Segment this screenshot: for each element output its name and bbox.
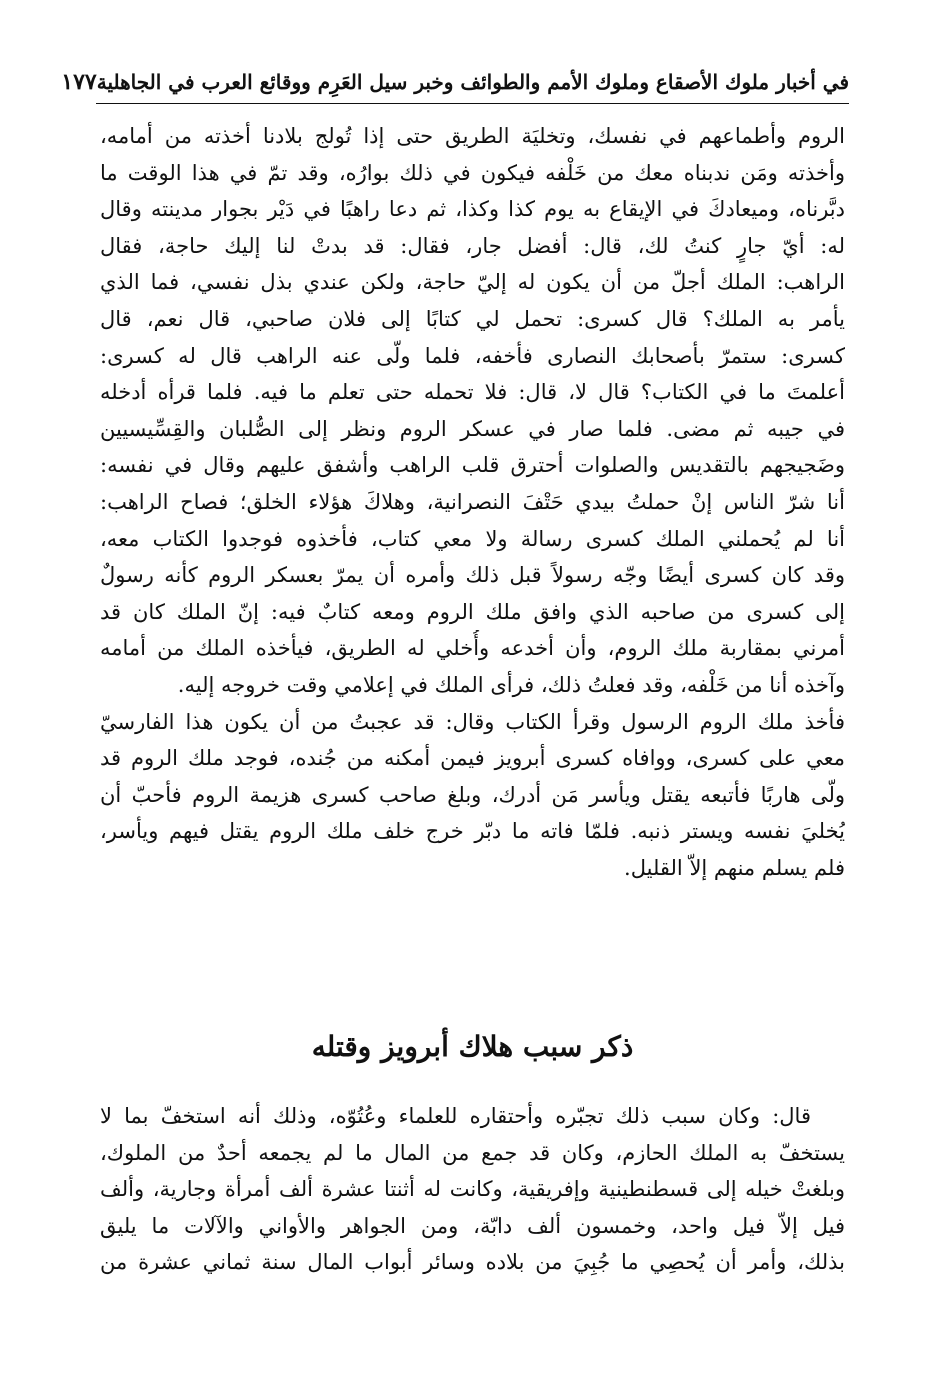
text-line: فأخذ ملك الروم الرسول وقرأ الكتاب وقال: قد عجبتُ من أن يكون هذا الفارسيّ <box>100 709 845 734</box>
text-line: قال: وكان سبب ذلك تجبّره وأحتقاره للعلماء وعُتُوّه، وذلك أنه استخفّ بما لا <box>100 1104 811 1128</box>
text-line: في جيبه ثم مضى. فلما صار في عسكر الروم ونظر إلى الصُّلبان والقِسِّيسيين <box>100 416 845 441</box>
text-line: وبلغتْ خيله إلى قسطنطينية وإفريقية، وكانت له أثنتا عشرة ألف أمرأة وجارية، وألف <box>100 1177 845 1202</box>
text-line: وأخذته ومَن ندبناه معك من خَلْفه فيكون في ذلك بوارُه، وقد تمّ في هذا الوقت ما <box>100 160 845 185</box>
text-line: له: أيّ جارٍ كنتُ لك، قال: أفضل جار، فقال: قد بدتْ لنا إليك حاجة، فقال <box>100 233 845 258</box>
text-line: إلى كسرى من صاحبه الذي وافق ملك الروم ومعه كتابٌ فيه: إنّ الملك كان قد <box>100 599 845 624</box>
text-line: أمرني بمقاربة ملك الروم، وأن أخدعه وأُخلي له الطريق، فيأخذه الملك من أمامه <box>100 636 845 661</box>
body-text-top <box>100 118 845 886</box>
text-line: دبَّرناه، وميعادكَ في الإيقاع به يوم كذا وكذا، ثم دعا راهبًا في دَيْر بجوار مدينته وقال <box>100 197 845 222</box>
text-line: يُخليَ نفسه ويستر ذنبه. فلمّا فاته ما دبّر خرج خلف ملك الروم يقتل فيهم ويأسر، <box>100 819 845 844</box>
header-rule <box>96 103 849 104</box>
running-header <box>61 62 849 102</box>
body-text-bottom <box>100 1098 845 1281</box>
text-line: بذلك، وأمر أن يُحصِي ما جُبِيَ من بلاده وسائر أبواب المال سنة ثماني عشرة من <box>100 1250 845 1275</box>
running-header-title: في أخبار ملوك الأصقاع وملوك الأمم والطوائف وخبر سيل العَرِم ووقائع العرب في الجاهلية <box>96 70 849 94</box>
text-line: يستخفّ به الملك الحازم، وكان قد جمع من المال ما لم يجمعه أحدٌ من الملوك، <box>100 1140 845 1165</box>
text-line: وآخذه أنا من خَلْفه، وقد فعلتُ ذلك، فرأى الملك في إعلامي وقت خروجه إليه. <box>177 672 845 697</box>
text-line: أنا لم يُحملني الملك كسرى رسالة ولا معي كتاب، فأخذوه فوجدوا الكتاب معه، <box>100 526 845 551</box>
text-line: وقد كان كسرى أيضًا وجّه رسولاً قبل ذلك وأمره أن يمرّ بعسكر الروم كأنه رسولٌ <box>100 563 845 588</box>
text-line: أنا شرّ الناس إنْ حملتُ بيدي حَتْفَ النصرانية، وهلاكَ هؤلاء الخلق؛ فصاح الراهب: <box>100 489 845 514</box>
text-line: كسرى: ستمرّ بأصحابك النصارى فأخفه، فلما ولّى عنه الراهب قال له كسرى: <box>100 343 845 368</box>
section-heading: ذكر سبب هلاك أبرويز وقتله <box>311 1030 634 1063</box>
text-line: فلم يسلم منهم إلاّ القليل. <box>624 855 845 880</box>
text-line: وضَجيجهم بالتقديس والصلوات أحترق قلب الراهب وأشفق عليهم وقال في نفسه: <box>100 453 845 478</box>
text-line: معي على كسرى، ووافاه كسرى أبرويز فيمن أمكنه من جُنده، فوجد ملك الروم قد <box>100 746 845 771</box>
text-line: ولّى هاربًا فأتبعه يقتل ويأسر مَن أدرك، وبلغ صاحب كسرى هزيمة الروم فأحبّ أن <box>100 782 845 807</box>
page-number: ١٧٧ <box>61 69 97 95</box>
text-line: أعلمتَ ما في الكتاب؟ قال لا، قال: فلا تحمله حتى تعلم ما فيه. فلما قرأه أدخله <box>100 380 845 405</box>
text-line: الراهب: الملك أجلّ من أن يكون له إليّ حاجة، ولكن عندي بذل نفسي، فما الذي <box>100 270 845 295</box>
text-line: فيل إلاّ فيل واحد، وخمسون ألف دابّة، ومن الجواهر والأواني والآلات ما يليق <box>100 1213 845 1238</box>
text-line: يأمر به الملك؟ قال كسرى: تحمل لي كتابًا إلى فلان صاحبي، قال نعم، قال <box>100 306 845 331</box>
text-line: الروم وأطماعهم في نفسك، وتخليَة الطريق حتى إذا تُولج بلادنا أخذته من أمامه، <box>100 124 845 148</box>
